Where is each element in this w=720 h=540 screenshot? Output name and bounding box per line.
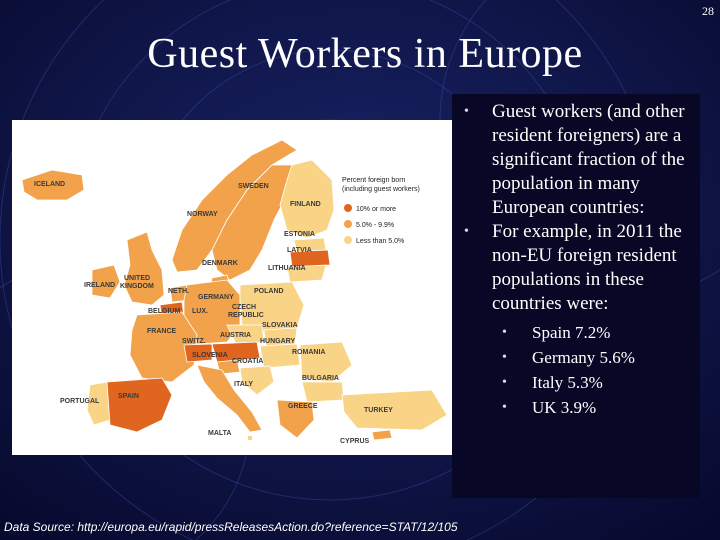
label-slovenia: SLOVENIA bbox=[192, 352, 228, 359]
bulgaria-shape bbox=[302, 382, 344, 402]
bullet-item bbox=[464, 220, 696, 316]
bullet-marker-icon: • bbox=[502, 350, 507, 365]
label-iceland: ICELAND bbox=[34, 181, 66, 188]
bullet-marker-icon: • bbox=[502, 400, 507, 415]
label-cyprus: CYPRUS bbox=[340, 438, 370, 445]
bullet-marker-icon: • bbox=[502, 375, 507, 390]
legend-item-mid: 5.0% - 9.9% bbox=[356, 222, 395, 229]
hungary-shape bbox=[260, 344, 300, 368]
label-lithuania: LITHUANIA bbox=[268, 265, 306, 272]
label-uk-2: KINGDOM bbox=[120, 283, 154, 290]
legend-item-low: Less than 5.0% bbox=[356, 238, 405, 245]
label-lux: LUX. bbox=[192, 308, 208, 315]
legend-swatch-high bbox=[344, 204, 352, 212]
label-latvia: LATVIA bbox=[287, 247, 312, 254]
legend-subtitle: (including guest workers) bbox=[342, 186, 420, 193]
label-netherlands: NETH. bbox=[168, 288, 189, 295]
label-croatia: CROATIA bbox=[232, 358, 264, 365]
cyprus-shape bbox=[372, 430, 392, 440]
label-portugal: PORTUGAL bbox=[60, 398, 100, 405]
label-france: FRANCE bbox=[147, 328, 177, 335]
label-germany: GERMANY bbox=[198, 294, 234, 301]
malta-shape bbox=[248, 436, 252, 440]
bullet-marker-icon: • bbox=[464, 104, 469, 119]
label-italy: ITALY bbox=[234, 381, 254, 388]
text-panel bbox=[452, 94, 700, 498]
label-czech-1: CZECH bbox=[232, 304, 257, 311]
label-bulgaria: BULGARIA bbox=[302, 375, 339, 382]
sub-bullet-text: Italy 5.3% bbox=[532, 373, 603, 392]
sub-bullet-text: Spain 7.2% bbox=[532, 323, 611, 342]
sub-bullet-text: Germany 5.6% bbox=[532, 348, 635, 367]
sub-bullet-text: UK 3.9% bbox=[532, 398, 597, 417]
label-hungary: HUNGARY bbox=[260, 338, 296, 345]
label-sweden: SWEDEN bbox=[238, 183, 269, 190]
sub-bullet-item bbox=[502, 345, 696, 370]
turkey-shape bbox=[342, 390, 447, 430]
bullet-text: Guest workers (and other resident foreigners) are a significant fraction of the population in many European countries: bbox=[492, 101, 685, 218]
slide-title: Guest Workers in Europe bbox=[147, 31, 583, 77]
label-belgium: BELGIUM bbox=[148, 308, 181, 315]
europe-map bbox=[12, 120, 452, 455]
page-number: 28 bbox=[702, 4, 714, 18]
legend-title: Percent foreign born bbox=[342, 177, 406, 184]
bullet-list bbox=[464, 100, 696, 420]
bullet-text: For example, in 2011 the non-EU foreign resident populations in these countries were: bbox=[492, 221, 682, 314]
label-poland: POLAND bbox=[254, 288, 284, 295]
legend-item-high: 10% or more bbox=[356, 206, 397, 213]
sub-bullet-list bbox=[464, 320, 696, 420]
sub-bullet-item bbox=[502, 395, 696, 420]
label-czech-2: REPUBLIC bbox=[228, 312, 264, 319]
label-romania: ROMANIA bbox=[292, 349, 326, 356]
label-austria: AUSTRIA bbox=[220, 332, 252, 339]
label-malta: MALTA bbox=[208, 430, 232, 437]
label-finland: FINLAND bbox=[290, 201, 321, 208]
bullet-item bbox=[464, 100, 696, 220]
label-slovakia: SLOVAKIA bbox=[262, 322, 298, 329]
label-greece: GREECE bbox=[288, 403, 318, 410]
sub-bullet-item bbox=[502, 320, 696, 345]
label-spain: SPAIN bbox=[118, 393, 139, 400]
label-norway: NORWAY bbox=[187, 211, 218, 218]
label-denmark: DENMARK bbox=[202, 260, 238, 267]
label-ireland: IRELAND bbox=[84, 282, 116, 289]
label-estonia: ESTONIA bbox=[284, 231, 315, 238]
legend-swatch-mid bbox=[344, 220, 352, 228]
bullet-marker-icon: • bbox=[502, 325, 507, 340]
bullet-marker-icon: • bbox=[464, 224, 469, 239]
label-turkey: TURKEY bbox=[364, 407, 393, 414]
label-switzerland: SWITZ. bbox=[182, 338, 206, 345]
label-uk-1: UNITED bbox=[124, 275, 151, 282]
data-source-citation: Data Source: http://europa.eu/rapid/pressReleasesAction.do?reference=STAT/12/105 bbox=[4, 520, 458, 534]
sub-bullet-item bbox=[502, 370, 696, 395]
legend-swatch-low bbox=[344, 236, 352, 244]
